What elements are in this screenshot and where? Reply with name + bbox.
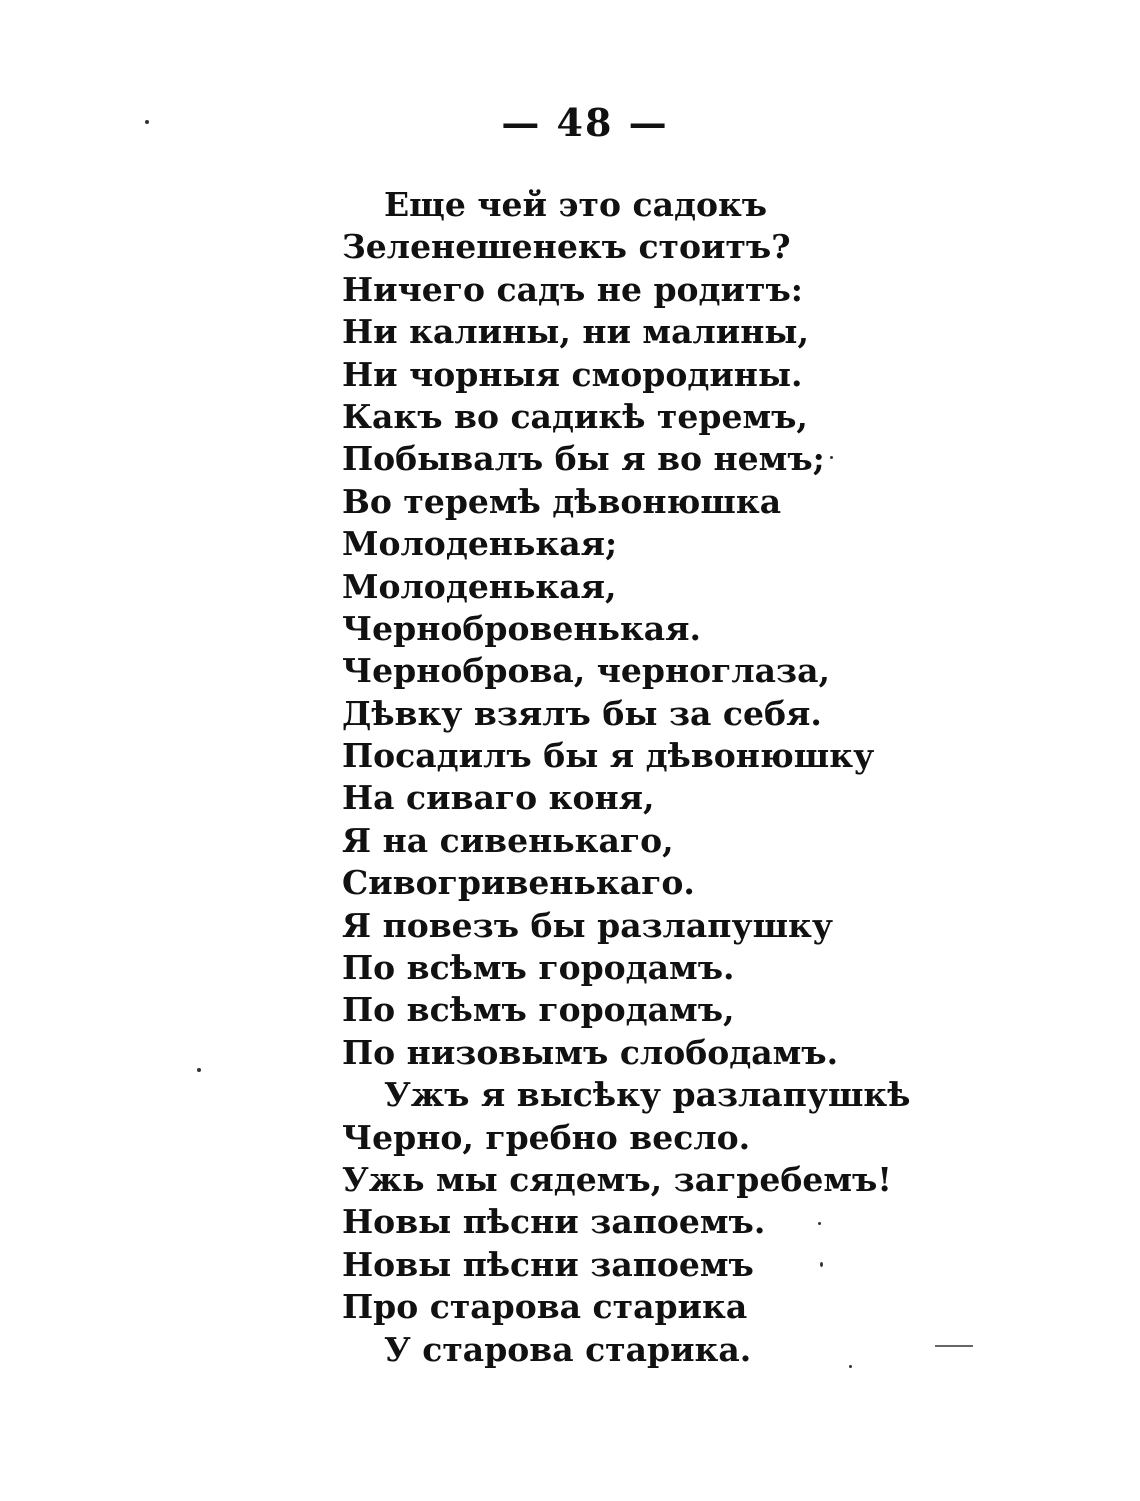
poem-line: Новы пѣсни запоемъ. — [342, 1202, 766, 1242]
poem-line: На сиваго коня, — [342, 778, 655, 818]
scan-speck — [849, 1365, 852, 1368]
poem-line: Ни калины, ни малины, — [342, 312, 809, 352]
poem-line: Черно, гребно весло. — [342, 1117, 751, 1157]
poem-line: Ужь мы сядемъ, загребемъ! — [342, 1159, 892, 1199]
page-number: — 48 — — [501, 100, 669, 145]
poem-line: Черноброва, черноглаза, — [342, 651, 830, 691]
poem-line: Я повезъ бы разлапушку — [342, 905, 833, 945]
poem-line: По низовымъ слободамъ. — [342, 1032, 839, 1072]
poem-line: Ни чорныя смородины. — [342, 354, 803, 394]
poem-line: Сивогривенькаго. — [342, 863, 695, 903]
poem-line: По всѣмъ городамъ. — [342, 948, 735, 988]
poem-line: Зеленешенекъ стоитъ? — [342, 227, 791, 267]
scan-speck — [197, 1068, 201, 1072]
poem-line: Новы пѣсни запоемъ — [342, 1244, 754, 1284]
scan-speck — [935, 1345, 973, 1347]
poem-line: Про старова старика — [342, 1287, 748, 1327]
poem-line: Чернобровенькая. — [342, 608, 702, 648]
poem-line: Ужъ я высѣку разлапушкѣ — [384, 1075, 911, 1115]
poem-line: Молоденькая; — [342, 524, 618, 564]
scan-speck — [830, 456, 833, 459]
poem-line: Еще чей это садокъ — [384, 185, 768, 224]
scan-speck — [818, 1222, 821, 1225]
poem-line: Ничего садъ не родитъ: — [342, 269, 803, 309]
poem-line: Молоденькая, — [342, 566, 617, 606]
poem-line: По всѣмъ городамъ, — [342, 990, 735, 1030]
poem-line: Дѣвку взялъ бы за себя. — [342, 693, 822, 733]
poem-line: Какъ во садикѣ теремъ, — [342, 396, 808, 436]
poem-line: Посадилъ бы я дѣвонюшку — [342, 736, 875, 776]
poem-text — [342, 184, 910, 1371]
scan-speck — [145, 120, 149, 124]
poem-line: Во теремѣ дѣвонюшка — [342, 481, 782, 521]
poem-line: У старова старика. — [384, 1329, 752, 1369]
poem-line: Побывалъ бы я во немъ; — [342, 439, 825, 479]
scan-speck — [820, 1262, 823, 1267]
poem-line: Я на сивенькаго, — [342, 820, 674, 860]
